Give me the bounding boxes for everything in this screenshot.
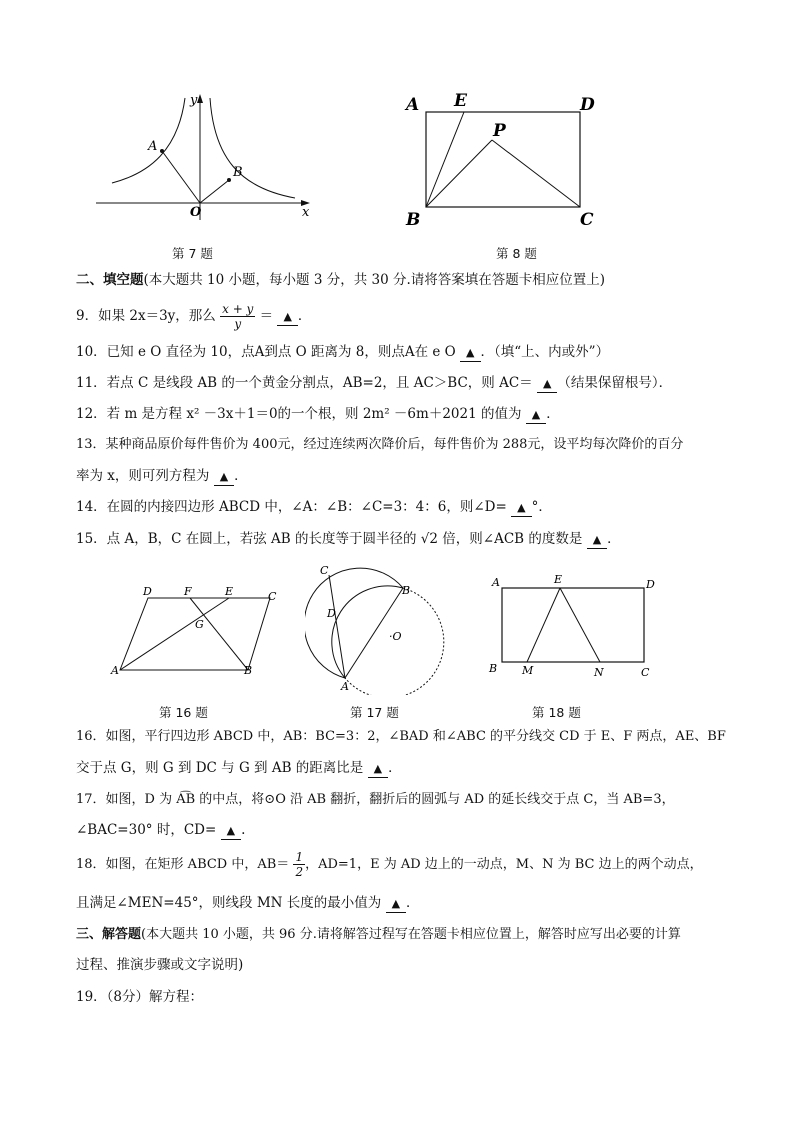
q9-fraction bbox=[220, 302, 255, 331]
question-10 bbox=[76, 342, 609, 362]
label-g: G bbox=[195, 618, 204, 631]
caption-fig8: 第 8 题 bbox=[496, 246, 537, 261]
label-c: C bbox=[320, 564, 329, 577]
q9-text: 9．如果 2x＝3y，那么 bbox=[76, 308, 216, 324]
q16-answer-blank[interactable] bbox=[368, 760, 388, 778]
label-m: M bbox=[522, 664, 534, 677]
label-b: B bbox=[406, 210, 421, 230]
question-15 bbox=[76, 529, 621, 549]
figure-7-hyperbola bbox=[90, 88, 320, 228]
rectangle-abcd bbox=[502, 588, 644, 662]
label-a: A bbox=[111, 664, 119, 677]
label-b: B bbox=[489, 662, 498, 675]
label-b: B bbox=[402, 584, 411, 597]
segment-be bbox=[426, 112, 464, 207]
q15-text: 15．点 A，B，C 在圆上，若弦 AB 的长度等于圆半径的 √2 倍，则∠ACB 的度数是 bbox=[76, 531, 583, 547]
blank-triangle-icon: ▲ bbox=[592, 533, 602, 546]
label-f: F bbox=[184, 585, 192, 598]
question-19: 19．（8分）解方程： bbox=[76, 989, 204, 1005]
question-12 bbox=[76, 404, 560, 424]
q18-answer-blank[interactable] bbox=[386, 895, 406, 913]
label-d: D bbox=[580, 95, 595, 115]
q17-answer-blank[interactable] bbox=[221, 822, 241, 840]
parallelogram-abcd bbox=[120, 598, 270, 670]
question-17-line-2 bbox=[76, 820, 245, 840]
label-x: x bbox=[302, 205, 310, 220]
question-13-line-1: 13．某种商品原价每件售价为 400元，经过连续两次降价后，每件售价为 288元，设平均每次降价的百分 bbox=[76, 437, 684, 452]
q9-post: ． bbox=[297, 308, 312, 324]
q14-post: °． bbox=[531, 499, 552, 515]
label-a: A bbox=[341, 680, 349, 693]
q11-post: （结果保留根号）． bbox=[557, 375, 673, 391]
q18-fraction-numerator: 1 bbox=[295, 850, 304, 864]
q11-text: 11．若点 C 是线段 AB 的一个黄金分割点，AB=2，且 AC＞BC，则 AC＝ bbox=[76, 375, 533, 391]
label-c: C bbox=[580, 210, 594, 230]
q18-text-mid: ，AD=1，E 为 AD 边上的一动点，M、N 为 BC 边上的两个动点， bbox=[305, 857, 703, 872]
label-a: A bbox=[492, 576, 500, 589]
q9-equals: ＝ bbox=[259, 308, 274, 324]
section-2-title: 二、填空题 bbox=[76, 272, 144, 288]
label-e: E bbox=[554, 573, 563, 586]
q12-post: ． bbox=[546, 406, 560, 422]
section-3-desc-1: (本大题共 10 小题，共 96 分.请将解答过程写在答题卡相应位置上，解答时应写出必要的计算 bbox=[141, 927, 681, 942]
label-d: D bbox=[143, 585, 152, 598]
question-14 bbox=[76, 497, 552, 517]
caption-fig18: 第 18 题 bbox=[532, 705, 581, 720]
label-a: A bbox=[406, 95, 420, 115]
question-16-line-1: 16．如图，平行四边形 ABCD 中，AB：BC=3：2，∠BAD 和∠ABC 的平分线交 CD 于 E、F 两点，AE、BF bbox=[76, 729, 726, 744]
caption-fig7: 第 7 题 bbox=[172, 246, 213, 261]
label-o: O bbox=[190, 205, 202, 220]
segment-oa bbox=[162, 151, 200, 203]
q17-text: ∠BAC=30° 时，CD= bbox=[76, 822, 217, 838]
blank-triangle-icon: ▲ bbox=[466, 346, 475, 359]
q9-fraction-denominator: y bbox=[234, 317, 242, 331]
question-13-line-2 bbox=[76, 466, 248, 486]
q17-post: . bbox=[241, 822, 246, 838]
q14-answer-blank[interactable] bbox=[511, 499, 531, 517]
blank-triangle-icon: ▲ bbox=[283, 310, 292, 323]
label-b: B bbox=[244, 664, 253, 677]
segment-en bbox=[560, 588, 600, 662]
segment-ac bbox=[329, 575, 345, 678]
section-2-header bbox=[76, 270, 605, 290]
folded-arc bbox=[305, 568, 403, 678]
question-9 bbox=[76, 300, 311, 332]
label-b: B bbox=[233, 165, 243, 180]
question-18-line-2 bbox=[76, 893, 420, 913]
blank-triangle-icon: ▲ bbox=[373, 762, 383, 775]
y-axis-arrow bbox=[197, 94, 203, 103]
q9-fraction-numerator: x + y bbox=[222, 302, 254, 316]
q13-post: ． bbox=[234, 468, 248, 484]
label-p: P bbox=[493, 121, 506, 141]
blank-triangle-icon: ▲ bbox=[517, 501, 526, 514]
segment-pc bbox=[492, 140, 580, 207]
label-o: ·O bbox=[389, 630, 402, 643]
q10-text: 10．已知 e O 直径为 10，点A到点 O 距离为 8，则点A在 e O bbox=[76, 344, 456, 360]
q11-answer-blank[interactable] bbox=[537, 375, 557, 393]
segment-bp bbox=[426, 140, 492, 207]
q16-post: ． bbox=[388, 760, 402, 776]
blank-triangle-icon: ▲ bbox=[219, 470, 229, 483]
label-d: D bbox=[646, 578, 655, 591]
q18-post: ． bbox=[406, 895, 420, 911]
figure-17-circle-fold bbox=[305, 560, 455, 695]
figure-18-rectangle bbox=[484, 570, 664, 685]
q18-fraction-denominator: 2 bbox=[295, 865, 304, 879]
q15-answer-blank[interactable] bbox=[587, 531, 607, 549]
q13-answer-blank[interactable] bbox=[214, 468, 234, 486]
q9-answer-blank[interactable] bbox=[277, 308, 297, 326]
q18-fraction bbox=[293, 850, 305, 879]
blank-triangle-icon: ▲ bbox=[531, 408, 541, 421]
caption-fig16: 第 16 题 bbox=[159, 705, 208, 720]
segment-ob bbox=[200, 180, 229, 203]
q10-answer-blank[interactable] bbox=[460, 344, 480, 362]
question-18-line-1 bbox=[76, 848, 703, 882]
label-y: y bbox=[190, 93, 198, 108]
section-2-desc: (本大题共 10 小题，每小题 3 分，共 30 分.请将答案填在答题卡相应位置上) bbox=[143, 272, 606, 288]
q14-text: 14．在圆的内接四边形 ABCD 中，∠A：∠B：∠C=3：4：6，则∠D= bbox=[76, 499, 507, 515]
label-d: D bbox=[327, 607, 336, 620]
point-a bbox=[160, 149, 164, 153]
label-c: C bbox=[641, 666, 650, 679]
question-17-line-1: 17．如图，D 为 A͡B 的中点，将⊙O 沿 AB 翻折，翻折后的圆弧与 AD 的延长线交于点 C，当 AB=3， bbox=[76, 792, 675, 807]
q18-text: 18．如图，在矩形 ABCD 中，AB＝ bbox=[76, 857, 290, 872]
question-11 bbox=[76, 373, 672, 393]
q15-post: ． bbox=[607, 531, 621, 547]
q18-text-2: 且满足∠MEN=45°，则线段 MN 长度的最小值为 bbox=[76, 895, 382, 911]
label-e: E bbox=[225, 585, 234, 598]
label-a: A bbox=[148, 139, 158, 154]
label-e: E bbox=[454, 91, 467, 111]
q10-post: ．（填“上、内或外”） bbox=[480, 344, 610, 360]
section-3-title: 三、解答题 bbox=[76, 927, 142, 942]
blank-triangle-icon: ▲ bbox=[391, 897, 401, 910]
q12-text: 12．若 m 是方程 x² －3x＋1＝0的一个根，则 2m² －6m＋2021 的值为 bbox=[76, 406, 522, 422]
question-16-line-2 bbox=[76, 758, 402, 778]
q16-text: 交于点 G，则 G 到 DC 与 G 到 AB 的距离比是 bbox=[76, 760, 364, 776]
figure-16-parallelogram bbox=[108, 582, 288, 682]
blank-triangle-icon: ▲ bbox=[542, 377, 552, 390]
q12-answer-blank[interactable] bbox=[526, 406, 546, 424]
point-b bbox=[227, 178, 231, 182]
blank-triangle-icon: ▲ bbox=[226, 824, 236, 837]
segment-em bbox=[527, 588, 560, 662]
label-c: C bbox=[268, 590, 277, 603]
segment-ae bbox=[120, 598, 229, 670]
hyperbola-right-branch bbox=[210, 98, 295, 198]
figure-8-rectangle bbox=[400, 88, 610, 233]
section-3-header bbox=[76, 925, 681, 945]
segment-bf bbox=[190, 598, 248, 670]
q13-text: 率为 x，则可列方程为 bbox=[76, 468, 210, 484]
label-n: N bbox=[594, 666, 604, 679]
caption-fig17: 第 17 题 bbox=[350, 705, 399, 720]
section-3-desc-2: 过程、推演步骤或文字说明) bbox=[76, 957, 244, 973]
